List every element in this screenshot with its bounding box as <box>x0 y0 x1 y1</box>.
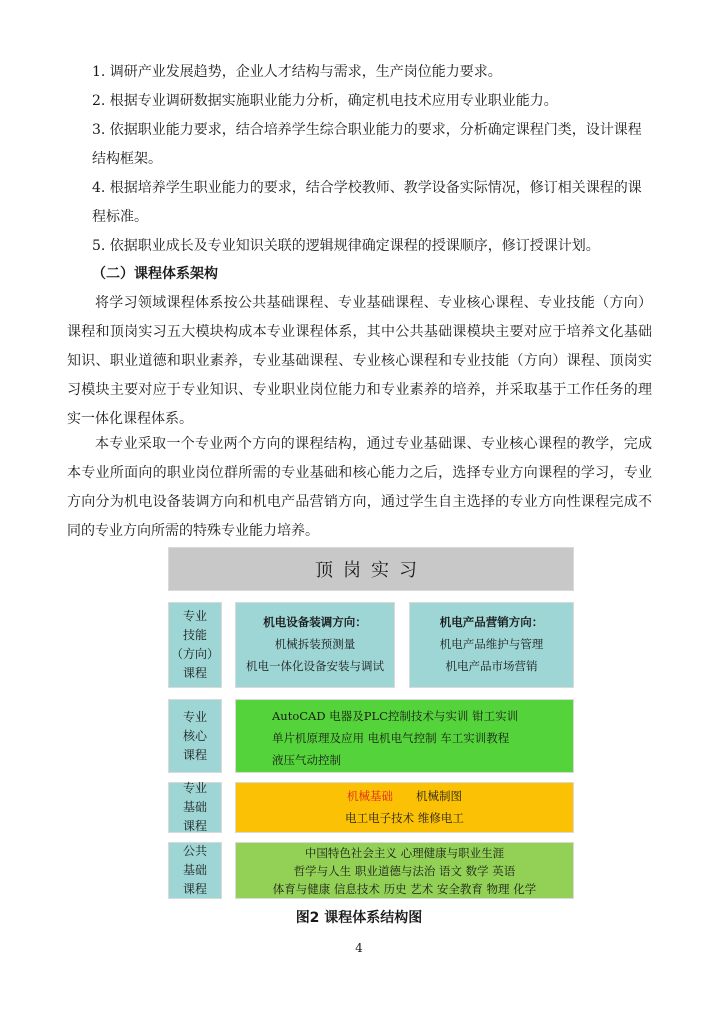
basic-label-line: 基础 <box>182 800 207 814</box>
skill-label-line: 课程 <box>182 666 207 680</box>
basic-course-item: 机械制图 <box>416 789 462 803</box>
figure-caption: 图2 课程体系结构图 <box>295 910 423 926</box>
core-label-line: 专业 <box>182 709 207 724</box>
public-courses-box <box>235 842 574 899</box>
paragraph-1: 将学习领域课程体系按公共基础课程、专业基础课程、专业核心课程、专业技能（方向）课程和顶岗实习五大模块构成本专业课程体系，其中公共基础课模块主要对应于培养文化基础知识、职业道德和职业素养，专业基础课程、专业核心课程和专业技能（方向）课程、顶岗实习模块主要对应于专业知识、专业职业岗位能力和专业素养的培养，并采取基于工作任务的理实一体化课程体系。 <box>67 295 652 427</box>
core-course-line: AutoCAD 电器及PLC控制技术与实训 钳工实训 <box>272 709 519 723</box>
direction-sales-box <box>409 602 574 688</box>
basic-course-line: 电工电子技术 维修电工 <box>345 811 464 825</box>
basic-label-line: 专业 <box>182 781 207 795</box>
direction-sales-item: 机电产品维护与管理 <box>439 637 544 651</box>
public-label-line: 基础 <box>182 863 207 877</box>
direction-install-item: 机械拆装预测量 <box>274 637 356 651</box>
list-item-4: 4. 根据培养学生职业能力的要求，结合学校教师、教学设备实际情况，修订相关课程的课程标准。 <box>92 180 642 225</box>
skill-label-line: 技能 <box>182 628 207 642</box>
skill-label-line: （方向） <box>170 647 219 661</box>
skill-label <box>168 602 222 688</box>
direction-install-box <box>235 602 395 688</box>
list-item-2: 2. 根据专业调研数据实施职业能力分析，确定机电技术应用专业职业能力。 <box>92 93 558 109</box>
list-item-5: 5. 依据职业成长及专业知识关联的逻辑规律确定课程的授课顺序，修订授课计划。 <box>92 238 600 254</box>
public-course-line: 哲学与人生 职业道德与法治 语文 数学 英语 <box>293 864 516 878</box>
basic-label-line: 课程 <box>182 819 207 833</box>
skill-label-line: 专业 <box>182 609 207 623</box>
paragraph-2: 本专业采取一个专业两个方向的课程结构，通过专业基础课、专业核心课程的教学，完成本专业所面向的职业岗位群所需的专业基础和核心能力之后，选择专业方向课程的学习，专业方向分为机电设备装调方向和机电产品营销方向，通过学生自主选择的专业方向性课程完成不同的专业方向所需的特殊专业能力培养。 <box>67 436 652 539</box>
basic-course-line <box>236 785 573 807</box>
internship-bar: 顶岗实习 <box>168 547 574 591</box>
public-course-line: 中国特色社会主义 心理健康与职业生涯 <box>304 846 505 860</box>
basic-label <box>168 782 222 833</box>
basic-course-highlight: 机械基础 <box>347 789 393 803</box>
list-item-1: 1. 调研产业发展趋势，企业人才结构与需求，生产岗位能力要求。 <box>92 64 502 80</box>
core-course-line: 液压气动控制 <box>272 753 341 767</box>
core-label-line: 核心 <box>182 728 207 743</box>
core-label <box>168 699 222 773</box>
page-number: 4 <box>355 941 363 955</box>
list-item-3: 3. 依据职业能力要求，结合培养学生综合职业能力的要求，分析确定课程门类，设计课程结构框架。 <box>92 122 642 167</box>
core-label-line: 课程 <box>182 747 207 762</box>
course-structure-diagram <box>168 547 574 899</box>
public-course-line: 体育与健康 信息技术 历史 艺术 安全教育 物理 化学 <box>272 882 537 896</box>
direction-install-title: 机电设备装调方向： <box>263 615 367 629</box>
public-label <box>168 842 222 899</box>
direction-install-item: 机电一体化设备安装与调试 <box>246 659 384 673</box>
core-course-line: 单片机原理及应用 电机电气控制 车工实训教程 <box>272 731 510 745</box>
core-courses-box <box>235 699 574 773</box>
public-label-line: 课程 <box>182 882 207 896</box>
public-label-line: 公共 <box>182 844 207 858</box>
direction-sales-title: 机电产品营销方向： <box>439 615 544 629</box>
direction-sales-item: 机电产品市场营销 <box>445 659 538 673</box>
basic-courses-box <box>235 782 574 833</box>
section-heading: （二）课程体系架构 <box>92 266 218 282</box>
